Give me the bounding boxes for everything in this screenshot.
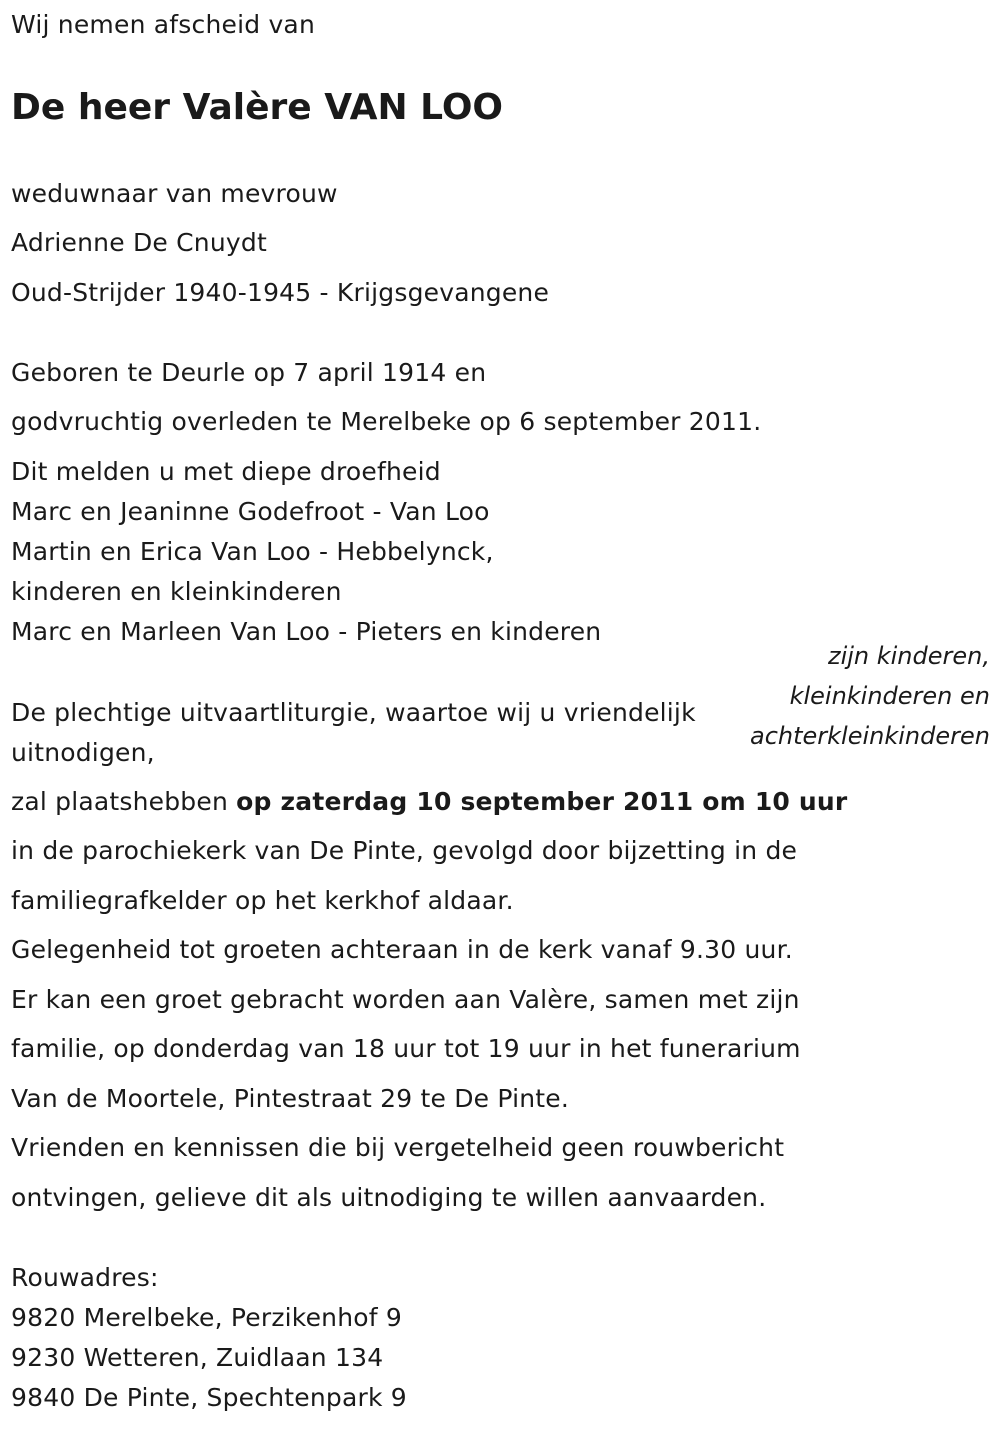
page-title: De heer Valère VAN LOO [11, 87, 504, 128]
family-line-2: Martin en Erica Van Loo - Hebbelynck, [11, 537, 494, 566]
side-note-line-1: zijn kinderen, [827, 642, 990, 670]
announce-line: Dit melden u met diepe droefheid [11, 457, 441, 486]
date-prefix: zal plaatshebben [11, 787, 237, 816]
address-line-3: 9840 De Pinte, Spechtenpark 9 [11, 1383, 407, 1412]
address-line-2: 9230 Wetteren, Zuidlaan 134 [11, 1343, 384, 1372]
address-label: Rouwadres: [11, 1263, 159, 1292]
body-line-8: ontvingen, gelieve dit als uitnodiging te willen aanvaarden. [11, 1183, 767, 1212]
widower-line-1: weduwnaar van mevrouw [11, 179, 338, 208]
body-line-1: in de parochiekerk van De Pinte, gevolgd door bijzetting in de [11, 836, 798, 865]
death-line: godvruchtig overleden te Merelbeke op 6 september 2011. [11, 407, 762, 436]
intro-text: Wij nemen afscheid van [11, 10, 315, 39]
side-note-line-2: kleinkinderen en [789, 682, 990, 710]
body-line-3: Gelegenheid tot groeten achteraan in de kerk vanaf 9.30 uur. [11, 935, 793, 964]
address-line-1: 9820 Merelbeke, Perzikenhof 9 [11, 1303, 403, 1332]
date-line [11, 787, 847, 817]
liturgy-line-1: De plechtige uitvaartliturgie, waartoe wij u vriendelijk [11, 698, 696, 727]
family-line-3: kinderen en kleinkinderen [11, 577, 342, 606]
body-line-6: Van de Moortele, Pintestraat 29 te De Pinte. [11, 1084, 570, 1113]
body-line-4: Er kan een groet gebracht worden aan Valère, samen met zijn [11, 985, 800, 1014]
family-line-4: Marc en Marleen Van Loo - Pieters en kinderen [11, 617, 602, 646]
body-line-7: Vrienden en kennissen die bij vergetelheid geen rouwbericht [11, 1133, 785, 1162]
side-note-line-3: achterkleinkinderen [750, 722, 990, 750]
veteran-line: Oud-Strijder 1940-1945 - Krijgsgevangene [11, 278, 550, 307]
liturgy-line-2: uitnodigen, [11, 738, 155, 767]
body-line-5: familie, op donderdag van 18 uur tot 19 uur in het funerarium [11, 1034, 801, 1063]
family-line-1: Marc en Jeaninne Godefroot - Van Loo [11, 497, 490, 526]
widower-line-2: Adrienne De Cnuydt [11, 228, 267, 257]
body-line-2: familiegrafkelder op het kerkhof aldaar. [11, 886, 514, 915]
birth-line: Geboren te Deurle op 7 april 1914 en [11, 358, 487, 387]
date-emphasis: op zaterdag 10 september 2011 om 10 uur [236, 787, 848, 816]
